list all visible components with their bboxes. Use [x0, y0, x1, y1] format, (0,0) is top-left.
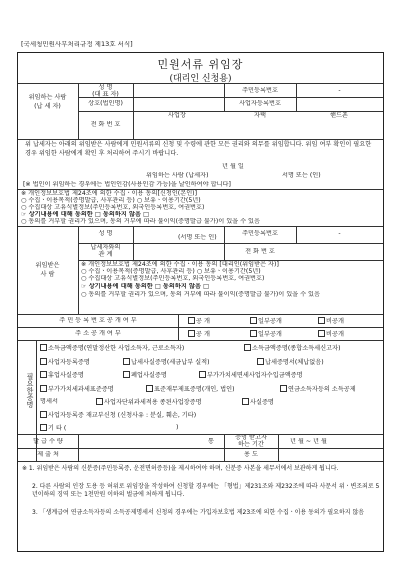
doc-other-close: ) [176, 424, 179, 431]
doc-other[interactable]: 기 타 ( [40, 424, 66, 432]
delegate-id-label: 주민등록번호 [242, 230, 278, 237]
period-field[interactable]: 년 월 ~ 년 월 [290, 438, 327, 445]
doc-pension-statement: 명세서 [40, 398, 58, 405]
delegator-bizno-field[interactable] [297, 98, 383, 111]
privacy-target-delegate: ○ 수집대상 고유식별정보(주민등록번호, 외국인등록번호, 여권번호) [81, 275, 265, 282]
form-title: 민원서류 위임장 [157, 58, 244, 71]
doc-pension-deduction[interactable]: 연금소득자등의 소득공제 [280, 385, 380, 393]
delegator-company-field[interactable] [134, 98, 224, 111]
note-2: 2. 다른 사람의 인장 도용 등 허위로 위임장을 작성하여 신청할 경우에는 「형법」제231조와 제232조에 따라 사문서 위ㆍ변조죄로 5년이하의 징역 또는 1천만원 이하의 벌금에 처하게 됩니다. [32, 483, 380, 498]
note-3: 3. 「생계급여 연금소득자등의 소득공제명세서 신청의 경우에는 가입자보호법 제23조에 의한 수집ㆍ이용 동의가 필요하지 않음 [32, 509, 365, 516]
note-1: ※ 1. 위임받은 사람의 신분증(주민등록증, 운전면허증등)을 제시하여야 하며, 신분증 사본을 세무서에서 보관하게 됩니다. [22, 465, 339, 472]
privacy-law-delegate: ※ 개인정보보호법 제24조에 의한 수집ㆍ이용 동의 [대리인(위임받은 자)] [81, 261, 279, 268]
doc-suspension[interactable]: 휴업사실증명 [40, 371, 84, 379]
doc-financial-statements[interactable]: 표준재무제표증명(개인, 법인) [146, 385, 235, 393]
delegator-name-label: 성 명 (대 표 자) [92, 84, 119, 98]
delegate-label: 위임받은 사 람 [35, 262, 60, 278]
doc-vat-base[interactable]: 부가가치세과세표준증명 [40, 385, 114, 393]
delegator-name-field[interactable] [134, 84, 224, 98]
delegate-name-label: 성 명 [98, 230, 113, 237]
corp-seal-note: [※ 법인이 위임하는 경우에는 법인인감(사용인감 가능)을 날인하여야 합니다] [23, 181, 231, 188]
doc-tax-paid[interactable]: 납세사실증명(세금납부 실적) [123, 358, 210, 366]
use-label: 용 도 [244, 451, 258, 458]
delegator-id-label: 주민등록번호 [242, 87, 278, 94]
issue-qty-unit: 통 [208, 438, 214, 445]
privacy-law-applicant: ※ 개인정보보호법 제24조에 의한 수집ㆍ이용 동의[신청인(본인)] [21, 190, 197, 197]
period-label: 증명 받고자 하는 기간 [235, 435, 267, 448]
doc-biz-reissue[interactable]: 사업자등록증 재교부신청 (신청사유 : 분실, 훼손, 기타) [40, 411, 196, 419]
delegator-label: 위임하는 사람 (납 세 자) [28, 94, 67, 110]
addr-disclosure-partial[interactable]: 일부공개 [250, 330, 282, 338]
id-disclosure-public[interactable]: 공 개 [188, 317, 210, 325]
privacy-purpose-delegate: ○ 수집ㆍ이용목적(증명발급, 사후관리 등) ○ 보유ㆍ이용기간(5년) [81, 268, 261, 275]
addr-disclosure-private[interactable]: 비공개 [318, 330, 344, 338]
issue-qty-label: 발 급 수 량 [33, 438, 63, 445]
delegate-relation-label: 납세자와의 관 계 [90, 244, 121, 258]
doc-vat-exempt-revenue[interactable]: 부가가치세면세사업자수입금액증명 [199, 371, 303, 379]
delegator-tel-label: 자택 [254, 112, 266, 119]
proxy-form [17, 52, 384, 552]
doc-closure[interactable]: 폐업사실증명 [123, 371, 167, 379]
delegator-mobile-label: 핸드폰 [330, 112, 348, 119]
form-subtitle: (대리인 신청용) [169, 74, 232, 84]
addr-disclosure-label: 주 소 공 개 여 부 [75, 330, 121, 337]
doc-tax-clearance[interactable]: 납세증명서(체납없음) [257, 358, 324, 366]
consent-signer-label: 위임하는 사람 (납세자) [146, 172, 209, 179]
doc-income-general[interactable]: 소득금액증명(종합소득세신고자) [244, 344, 341, 352]
doc-fact-certificate[interactable]: 사실증명 [242, 398, 274, 406]
delegate-relation-field[interactable] [134, 244, 224, 259]
consent-sign-field[interactable]: 서명 또는 (인) [282, 172, 321, 179]
delegator-phone-label: 전 화 번 호 [90, 121, 121, 128]
submit-to-label: 제 출 처 [37, 451, 59, 458]
delegator-id-field[interactable]: - [338, 87, 341, 94]
delegate-phone-label: 전 화 번 호 [245, 248, 275, 255]
privacy-refuse-applicant: ○ 동의를 거부할 권리가 있으며, 동의 거부에 따라 불이익(증명발급 불가)이 있을 수 있음 [21, 218, 261, 225]
id-disclosure-label: 주 민 등 록 번 호 공 개 여 부 [59, 317, 137, 324]
doc-biz-registration[interactable]: 사업자등록증명 [40, 358, 90, 366]
addr-disclosure-public[interactable]: 공 개 [188, 330, 210, 338]
privacy-target-applicant: ○ 수집대상 고유식별정보(주민등록번호, 외국인등록번호, 여권번호) [21, 204, 205, 211]
delegate-id-field[interactable]: - [338, 230, 341, 237]
consent-statement: 위 납세자는 아래의 위임받은 사람에게 민원서류의 신청 및 수령에 관한 모든 권리와 의무를 위임합니다. 위임 여부 확인이 필요한 경우 위임한 사람에게 확인 후 처리하여 주시기 바랍니다. [25, 141, 372, 157]
privacy-agree-applicant[interactable]: ☞ 상기내용에 대해 동의한 □ 동의하지 않음 □ [21, 211, 149, 218]
delegator-bizno-label: 사업자등록번호 [239, 100, 281, 107]
id-disclosure-partial[interactable]: 일부공개 [250, 317, 282, 325]
delegate-sign-field[interactable]: (서명 또는 인) [178, 234, 217, 241]
doc-unit-taxation[interactable]: 사업자단위과세적용 종된사업장증명 [96, 398, 202, 406]
doc-income-salary[interactable]: 소득금액증명(연말정산한 사업소득자, 근로소득자) [40, 344, 184, 352]
regulation-caption: [국세청민원사무처리규정 제13호 서식] [21, 41, 133, 48]
privacy-agree-delegate[interactable]: ☞ 상기내용에 대해 동의한 □ 동의하지 않음 □ [81, 283, 209, 290]
docs-side-label: 필요한증명 [26, 373, 34, 408]
delegate-phone-field[interactable] [297, 244, 383, 259]
consent-date[interactable]: 년 월 일 [222, 163, 244, 170]
delegator-company-label: 상호(법인명) [88, 100, 123, 107]
id-disclosure-private[interactable]: 비공개 [318, 317, 344, 325]
privacy-purpose-applicant: ○ 수집ㆍ이용목적(증명발급, 사후관리 등) ○ 보유ㆍ이용기간(5년) [21, 197, 201, 204]
privacy-refuse-delegate: ○ 동의를 거부할 권리가 있으며, 동의 거부에 따라 불이익(증명발급 불가)이 있을 수 있음 [81, 291, 321, 298]
delegator-office-label: 사업장 [168, 112, 186, 119]
